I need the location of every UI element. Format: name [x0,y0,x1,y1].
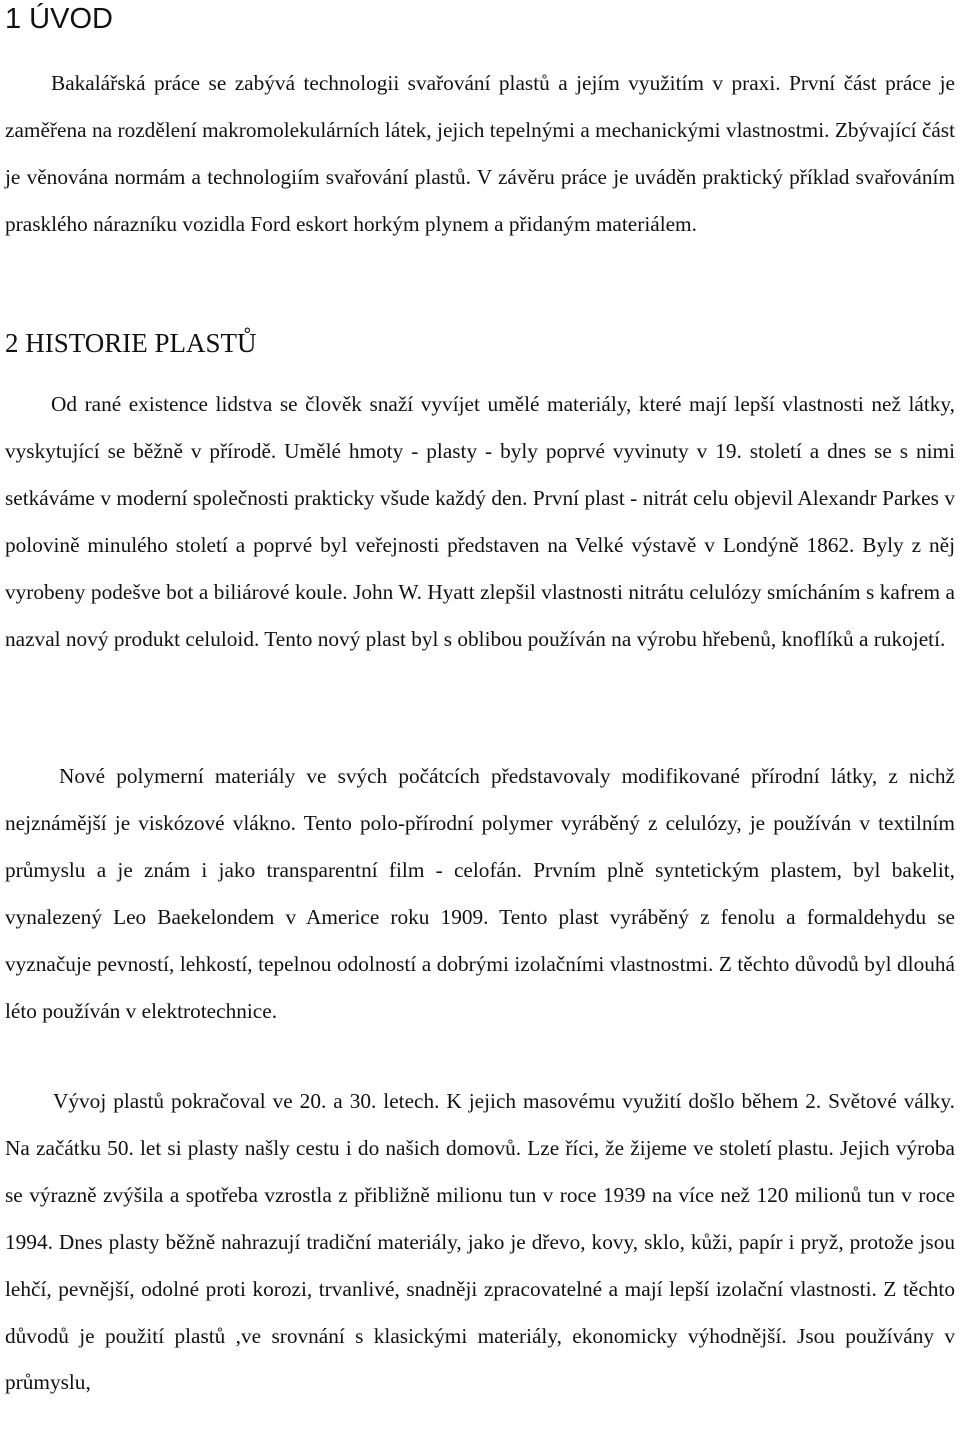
paragraph-historie-1: Od rané existence lidstva se člověk snaží vyvíjet umělé materiály, které mají lepší vlastnosti než látky, vyskytující se běžně v přírodě. Umělé hmoty - plasty - byly poprvé vyvinuty v 19. století a dnes se s nimi setkáváme v moderní společnosti prakticky všude každý den. První plast - nitrát celu objevil Alexandr Parkes v polovině minulého století a poprvé byl veřejnosti představen na Velké výstavě v Londýně 1862. Byly z něj vyrobeny podešve bot a biliárové koule. John W. Hyatt zlepšil vlastnosti nitrátu celulózy smícháním s kafrem a nazval nový produkt celuloid. Tento nový plast byl s oblibou používán na výrobu hřebenů, knoflíků a rukojetí. [5,392,955,651]
section-heading-uvod: 1 ÚVOD [5,3,113,35]
section-heading-historie-plastu: 2 HISTORIE PLASTŮ [5,328,257,358]
paragraph-historie-2: Nové polymerní materiály ve svých počátcích představovaly modifikované přírodní látky, z nichž nejznámější je viskózové vlákno. Tento polo-přírodní polymer vyráběný z celulózy, je používán v textilním průmyslu a je znám i jako transparentní film - celofán. Prvním plně syntetickým plastem, byl bakelit, vynalezený Leo Baekelondem v Americe roku 1909. Tento plast vyráběný z fenolu a formaldehydu se vyznačuje pevností, lehkostí, tepelnou odolností a dobrými izolačními vlastnostmi. Z těchto důvodů byl dlouhá léto používán v elektrotechnice. [5,764,955,1023]
paragraph-uvod: Bakalářská práce se zabývá technologii svařování plastů a jejím využitím v praxi. První část práce je zaměřena na rozdělení makromolekulárních látek, jejich tepelnými a mechanickými vlastnostmi. Zbývající část je věnována normám a technologiím svařování plastů. V závěru práce je uváděn praktický příklad svařováním prasklého nárazníku vozidla Ford eskort horkým plynem a přidaným materiálem. [5,71,955,236]
paragraph-historie-3: Vývoj plastů pokračoval ve 20. a 30. letech. K jejich masovému využití došlo během 2. Světové války. Na začátku 50. let si plasty našly cestu i do našich domovů. Lze říci, že žijeme ve století plastu. Jejich výroba se výrazně zvýšila a spotřeba vzrostla z přibližně milionu tun v roce 1939 na více než 120 milionů tun v roce 1994. Dnes plasty běžně nahrazují tradiční materiály, jako je dřevo, kovy, sklo, kůži, papír i pryž, protože jsou lehčí, pevnější, odolné proti korozi, trvanlivé, snadněji zpracovatelné a mají lepší izolační vlastnosti. Z těchto důvodů je použití plastů ,ve srovnání s klasickými materiály, ekonomicky výhodnější. Jsou používány v průmyslu, [5,1089,955,1395]
